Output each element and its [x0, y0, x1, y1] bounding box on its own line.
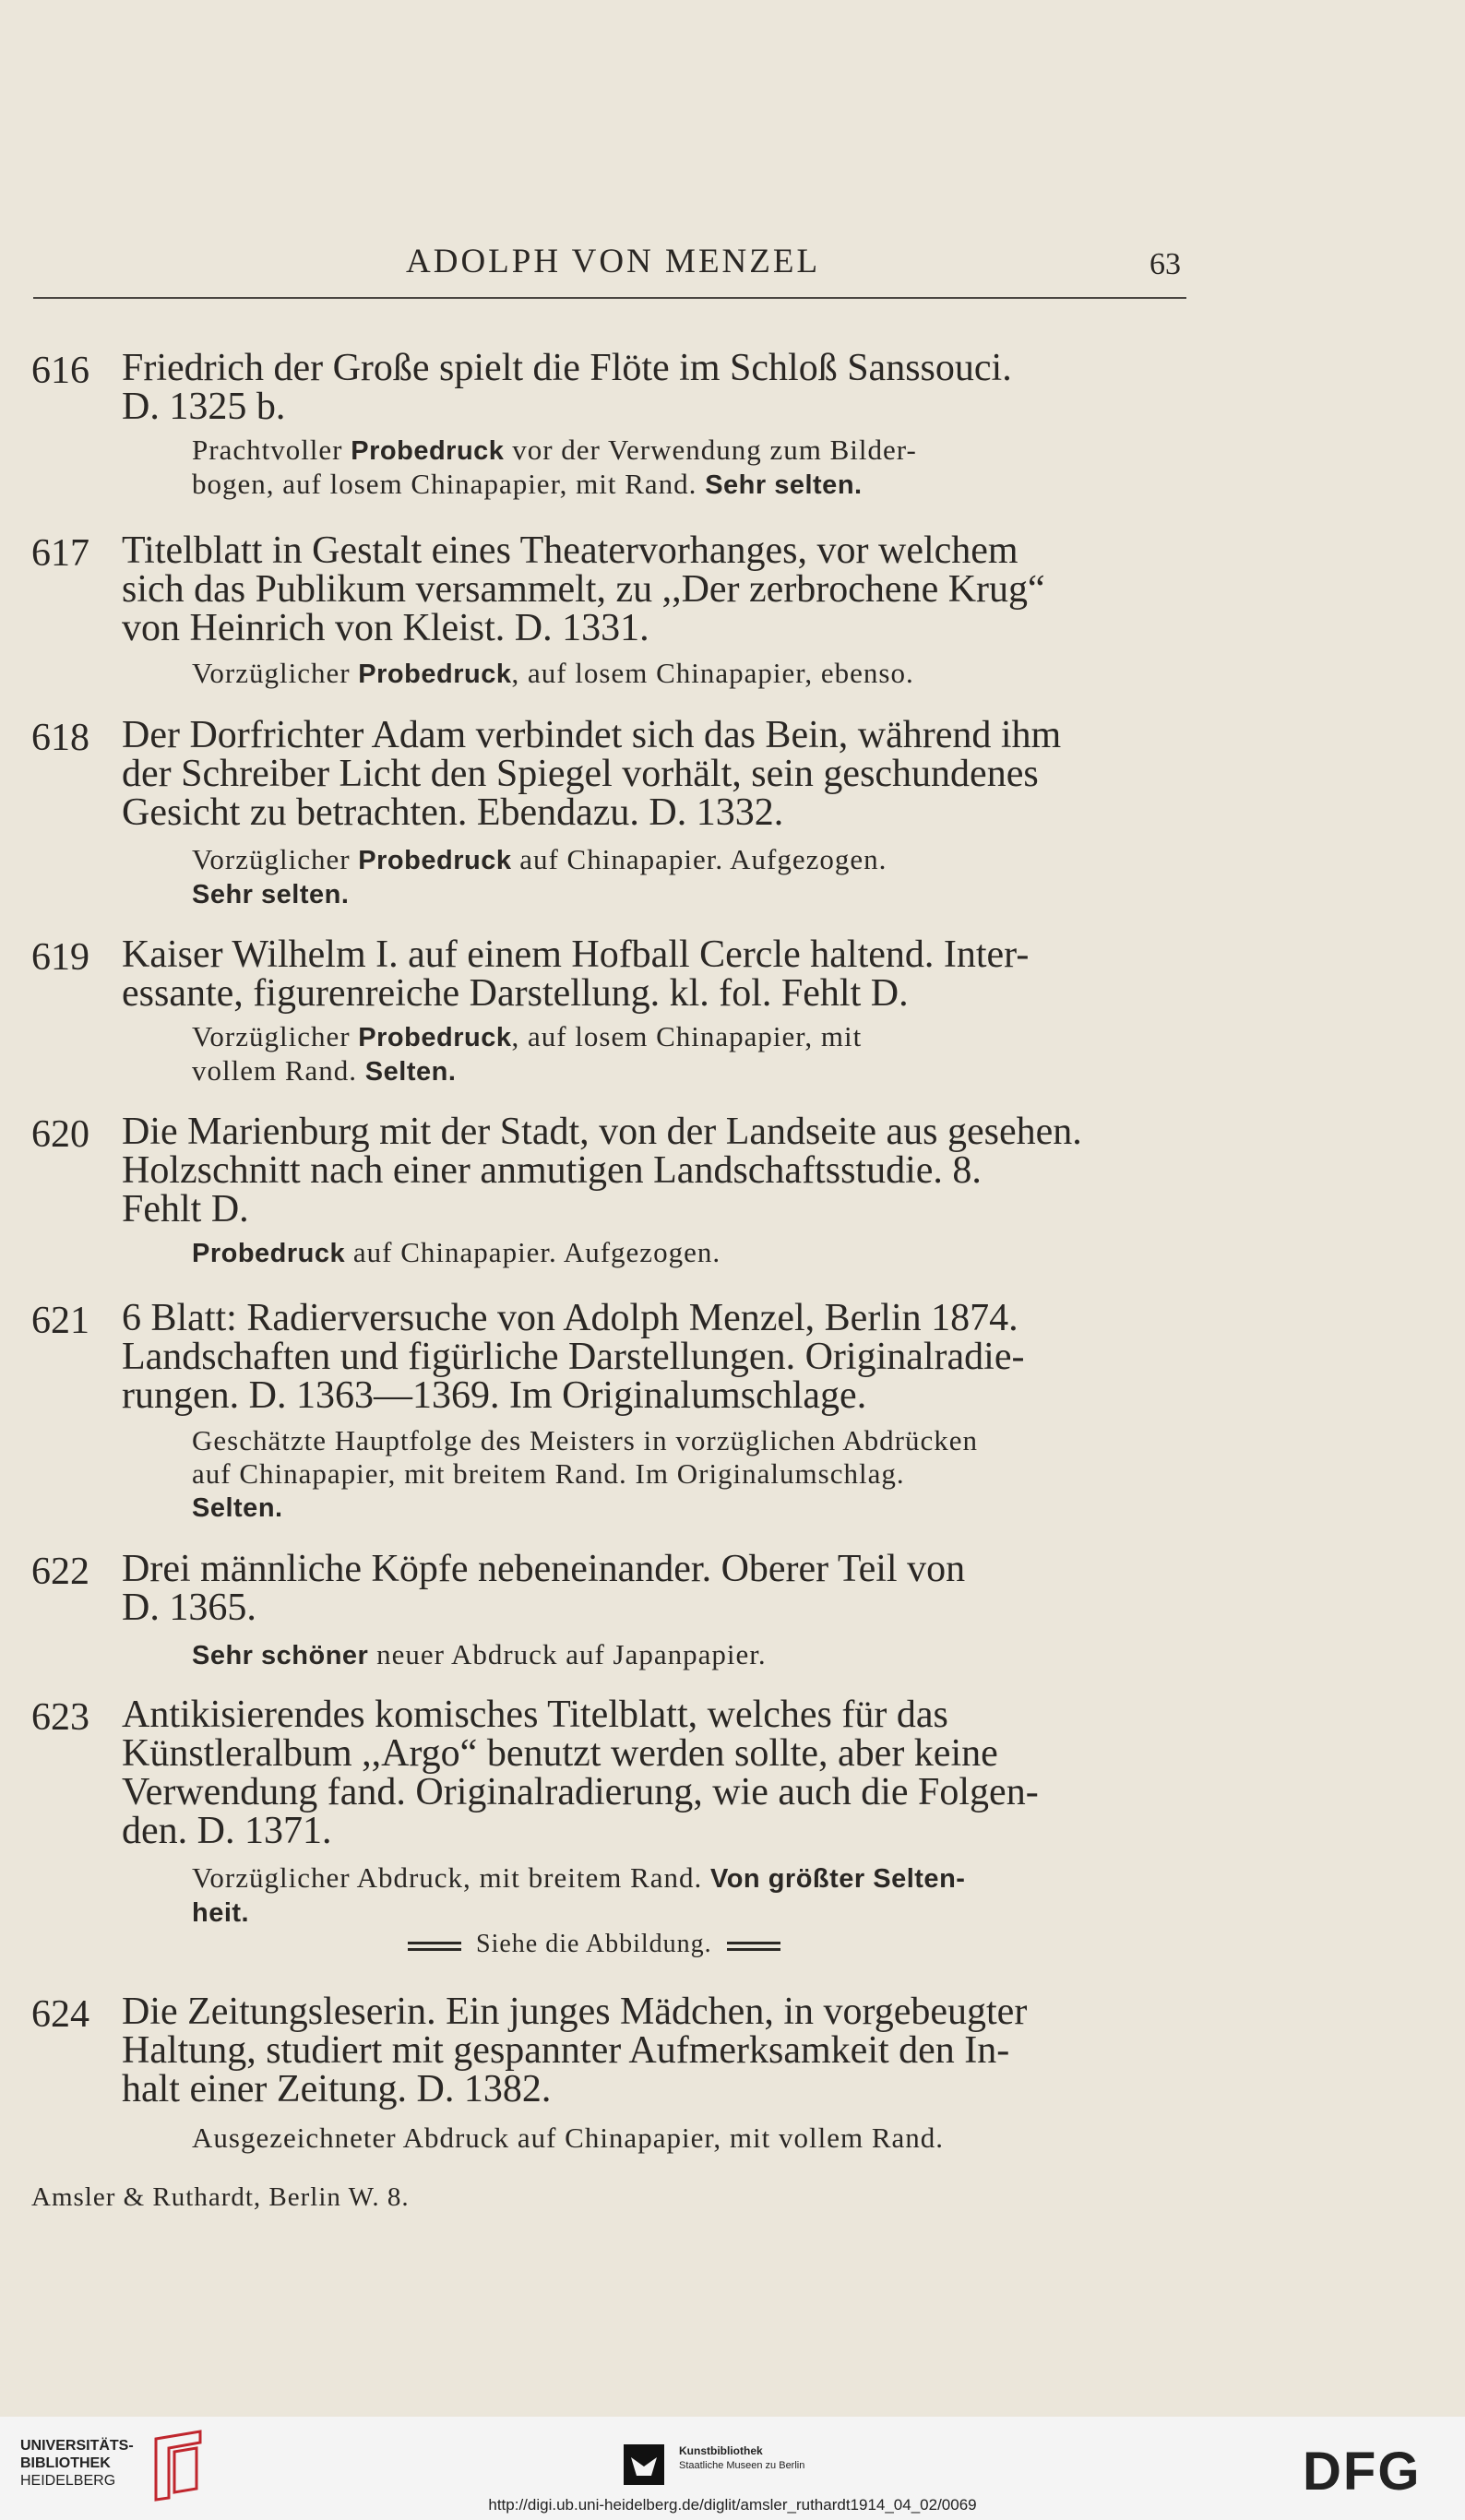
entry-title-line: Landschaften und figürliche Darstellungen. Originalradie- — [122, 1336, 1025, 1378]
eagle-icon — [624, 2444, 664, 2485]
entry-note: Ausgezeichneter Abdruck auf Chinapapier, mit vollem Rand. — [192, 2122, 945, 2154]
entry-note: Vorzüglicher Probedruck, auf losem Chinapapier, mit vollem Rand. Selten. — [192, 1020, 863, 1087]
entry-title-line: Holzschnitt nach einer anmutigen Landschaftsstudie. 8. — [122, 1149, 982, 1192]
entry-title-line: Der Dorfrichter Adam verbindet sich das Bein, während ihm — [122, 714, 1062, 756]
entry-title-line: rungen. D. 1363—1369. Im Originalumschlage. — [122, 1374, 867, 1417]
digitization-footer: UNIVERSITÄTS- BIBLIOTHEK HEIDELBERG Kunstbibliothek Staatliche Museen zu Berlin DFG http://digi.ub.uni-heidelberg.de/diglit/amsler_ruthardt1914_04_02/0069 — [0, 2417, 1465, 2520]
entry-number: 623 — [31, 1696, 89, 1739]
entry-number: 620 — [31, 1113, 89, 1156]
publisher-imprint: Amsler & Ruthardt, Berlin W. 8. — [31, 2182, 410, 2212]
entry-title — [122, 349, 1185, 426]
header-rule — [33, 297, 1186, 299]
entry-number: 622 — [31, 1551, 89, 1593]
entry-title-line: Drei männliche Köpfe nebeneinander. Oberer Teil von — [122, 1548, 966, 1590]
double-rule-right — [727, 1942, 780, 1951]
source-url[interactable]: http://digi.ub.uni-heidelberg.de/diglit/amsler_ruthardt1914_04_02/0069 — [488, 2496, 977, 2514]
entry-note: Vorzüglicher Abdruck, mit breitem Rand. Von größter Selten- heit. — [192, 1861, 966, 1928]
entry-title-line: Die Marienburg mit der Stadt, von der Landseite aus gesehen. — [122, 1111, 1082, 1153]
entry-note: Geschätzte Hauptfolge des Meisters in vorzüglichen Abdrücken auf Chinapapier, mit breitem Rand. Im Originalumschlag. Selten. — [192, 1424, 978, 1523]
entry-number: 619 — [31, 936, 89, 979]
double-rule-left — [408, 1942, 461, 1951]
entry-title — [122, 716, 1185, 832]
entry-title-line: Künstleralbum ,,Argo“ benutzt werden sollte, aber keine — [122, 1732, 998, 1775]
entry-title-line: Friedrich der Große spielt die Flöte im Schloß Sanssouci. — [122, 347, 1012, 389]
entry-title-line: Kaiser Wilhelm I. auf einem Hofball Cercle haltend. Inter- — [122, 933, 1030, 976]
entry-title — [122, 1550, 1185, 1627]
entry-number: 624 — [31, 1993, 89, 2036]
entry-title — [122, 1992, 1185, 2109]
entry-title-line: 6 Blatt: Radierversuche von Adolph Menzel, Berlin 1874. — [122, 1297, 1018, 1339]
see-figure-note: Siehe die Abbildung. — [393, 1930, 795, 1959]
entry-title-line: Die Zeitungsleserin. Ein junges Mädchen, in vorgebeugter — [122, 1991, 1028, 2033]
entry-title-line: von Heinrich von Kleist. D. 1331. — [122, 607, 649, 649]
entry-number: 618 — [31, 717, 89, 759]
entry-title-line: D. 1365. — [122, 1587, 256, 1629]
entry-title-line: Gesicht zu betrachten. Ebendazu. D. 1332. — [122, 791, 784, 834]
entry-title-line: Fehlt D. — [122, 1188, 249, 1230]
entry-note: Prachtvoller Probedruck vor der Verwendung zum Bilder- bogen, auf losem Chinapapier, mit Rand. Sehr selten. — [192, 434, 917, 500]
dfg-logo[interactable]: DFG — [1303, 2442, 1422, 2502]
entry-title-line: Titelblatt in Gestalt eines Theatervorhanges, vor welchem — [122, 529, 1018, 572]
entry-title-line: sich das Publikum versammelt, zu ,,Der zerbrochene Krug“ — [122, 568, 1045, 611]
entry-title-line: D. 1325 b. — [122, 386, 286, 428]
entry-title-line: Haltung, studiert mit gespannter Aufmerksamkeit den In- — [122, 2029, 1010, 2072]
entry-number: 621 — [31, 1300, 89, 1342]
entry-number: 617 — [31, 532, 89, 575]
entry-note: Vorzüglicher Probedruck auf Chinapapier. Aufgezogen. Sehr selten. — [192, 843, 887, 909]
entry-title-line: Antikisierendes komisches Titelblatt, welches für das — [122, 1694, 948, 1736]
university-library-logo[interactable]: UNIVERSITÄTS- BIBLIOTHEK HEIDELBERG — [20, 2438, 134, 2489]
entry-title — [122, 935, 1185, 1013]
entry-note: Vorzüglicher Probedruck, auf losem Chinapapier, ebenso. — [192, 657, 914, 689]
page-number: 63 — [1149, 247, 1181, 281]
entry-number: 616 — [31, 350, 89, 392]
entry-title — [122, 1299, 1185, 1415]
entry-title-line: den. D. 1371. — [122, 1810, 332, 1852]
entry-note: Probedruck auf Chinapapier. Aufgezogen. — [192, 1236, 721, 1268]
running-title: ADOLPH VON MENZEL — [406, 243, 821, 280]
entry-title-line: der Schreiber Licht den Spiegel vorhält, sein geschundenes — [122, 753, 1039, 795]
entry-title — [122, 531, 1185, 648]
entry-title — [122, 1112, 1185, 1229]
entry-title-line: Verwendung fand. Originalradierung, wie auch die Folgen- — [122, 1771, 1039, 1813]
entry-title-line: halt einer Zeitung. D. 1382. — [122, 2068, 552, 2110]
entry-title-line: essante, figurenreiche Darstellung. kl. fol. Fehlt D. — [122, 972, 909, 1015]
entry-note: Sehr schöner neuer Abdruck auf Japanpapier. — [192, 1638, 767, 1670]
entry-title — [122, 1695, 1185, 1850]
library-mark-icon — [152, 2430, 204, 2502]
